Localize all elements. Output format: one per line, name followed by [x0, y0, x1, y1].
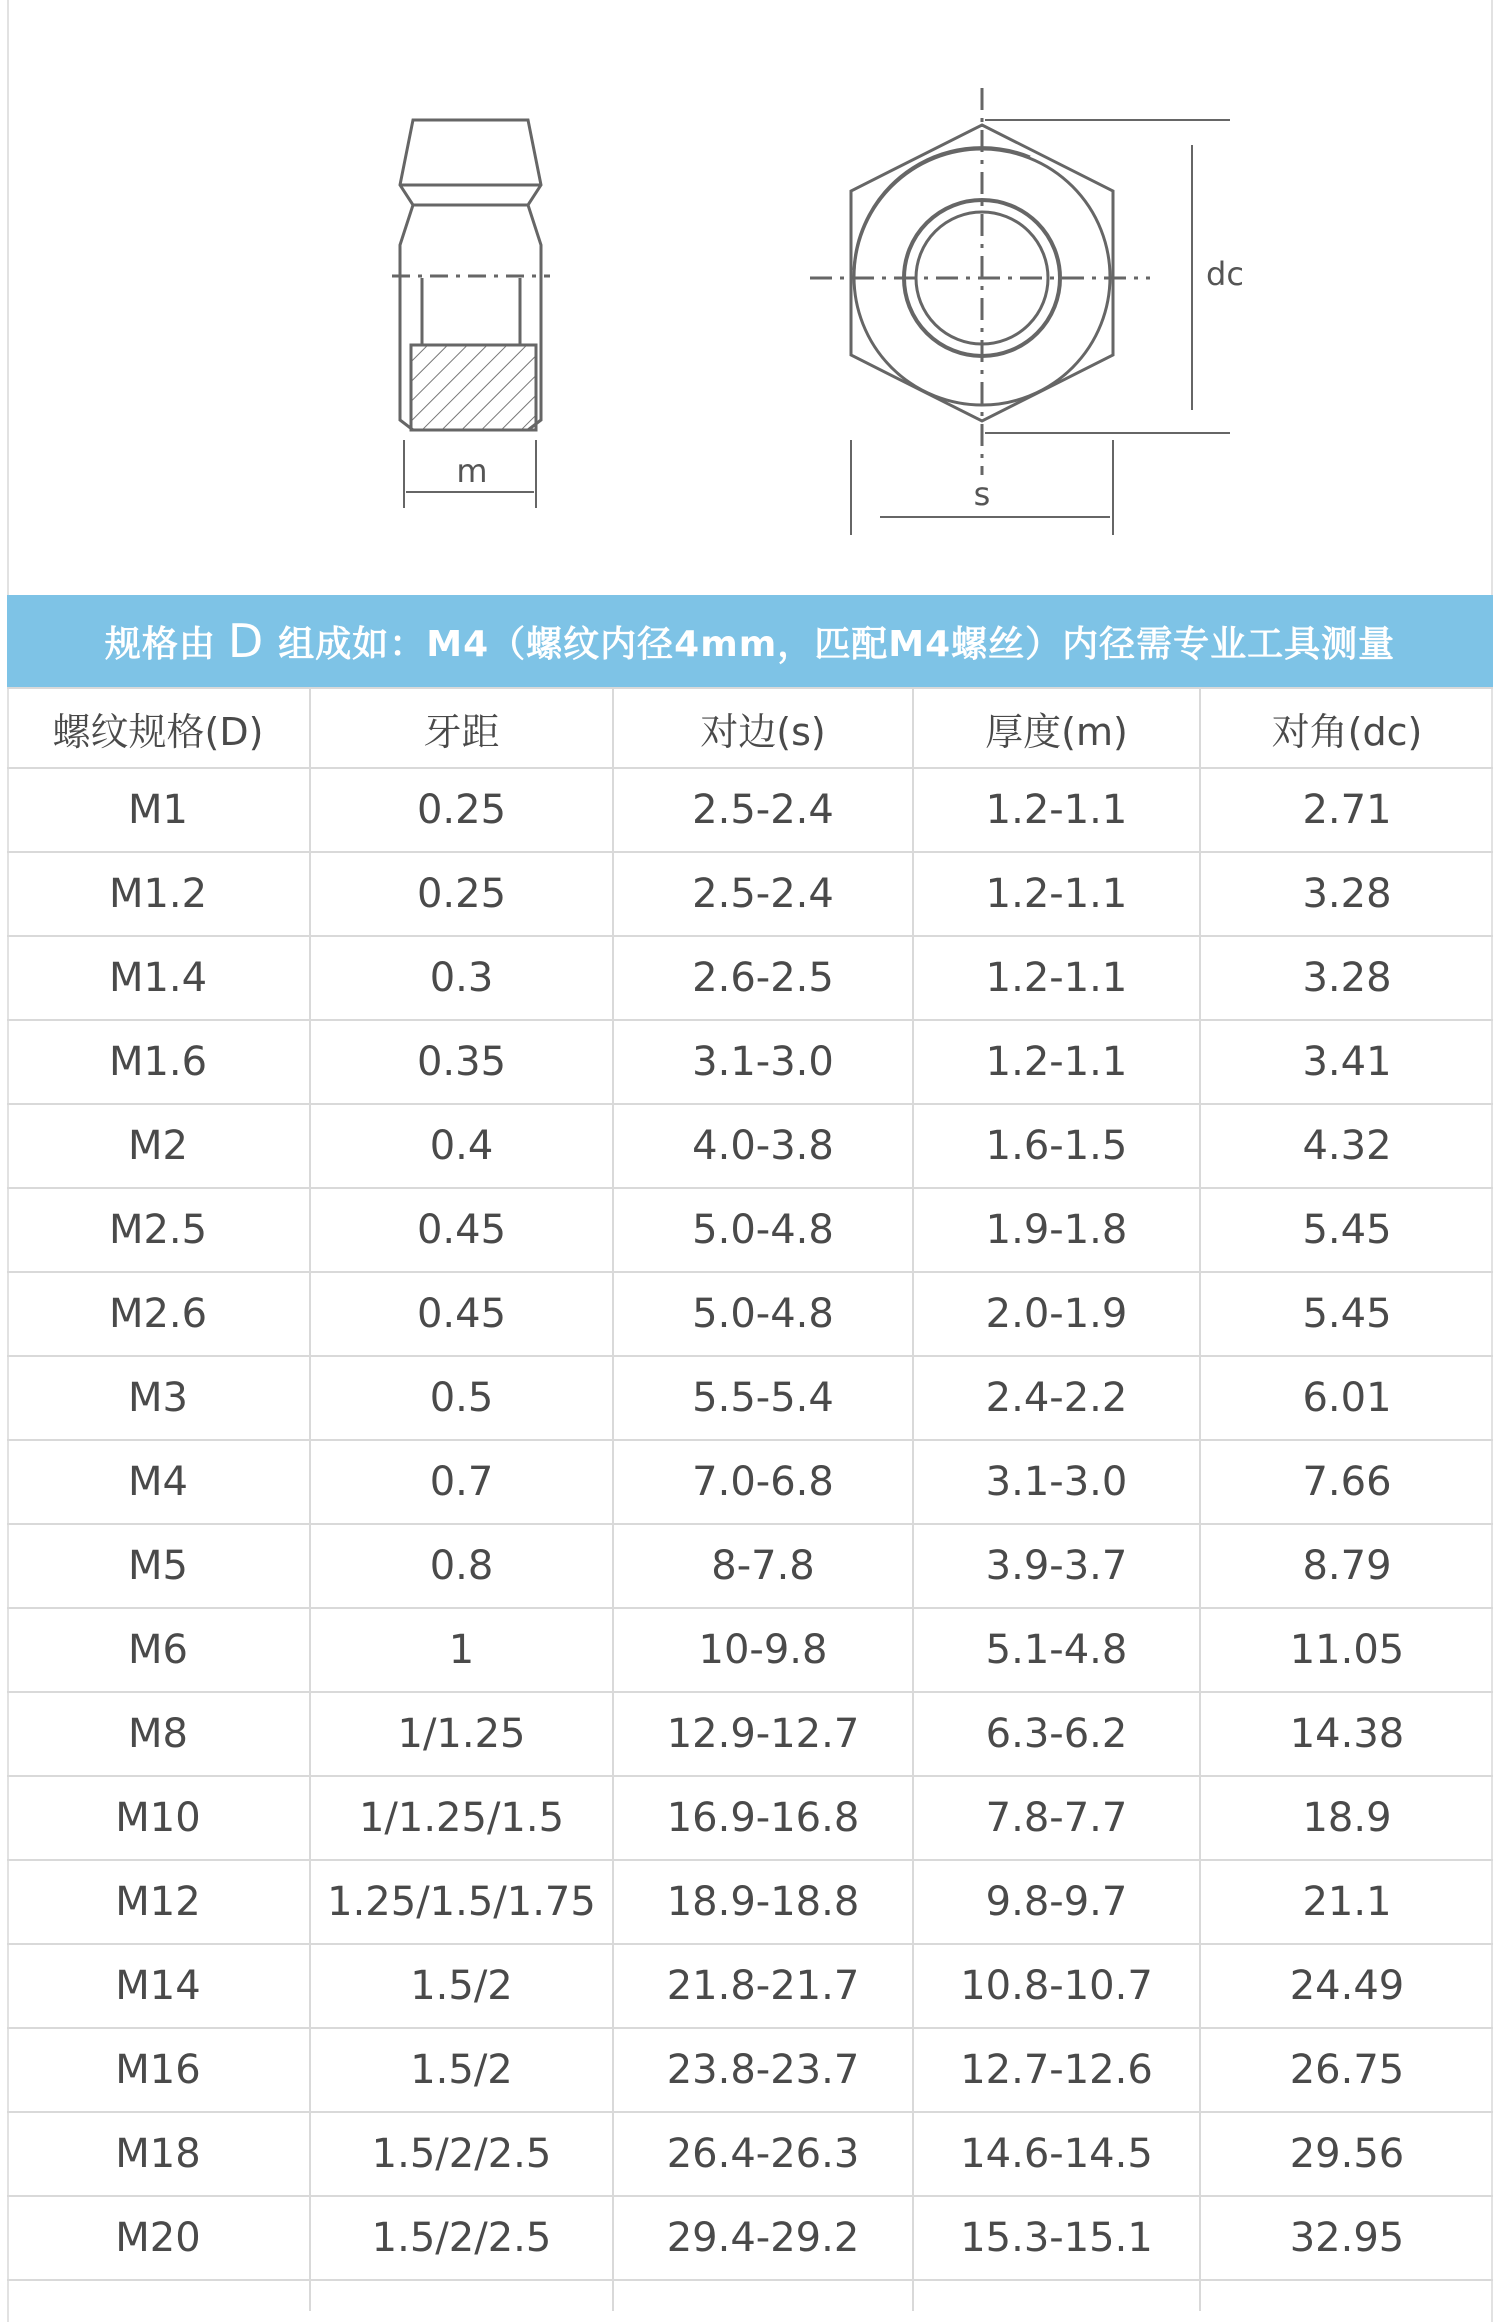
table-body [7, 768, 1493, 2311]
cell-width-across-corners: 14.38 [1200, 1692, 1493, 1776]
cell-thickness: 2.4-2.2 [913, 1356, 1200, 1440]
cell-pitch: 0.25 [310, 852, 613, 936]
cell-width-across-corners: 5.45 [1200, 1188, 1493, 1272]
cell-width-across-corners: 3.28 [1200, 936, 1493, 1020]
cell-thickness: 1.2-1.1 [913, 936, 1200, 1020]
cell-thread-spec: M4 [7, 1440, 310, 1524]
banner-prefix: 规格由 [104, 623, 216, 665]
cell-thread-spec: M10 [7, 1776, 310, 1860]
cell-thickness: 1.6-1.5 [913, 1104, 1200, 1188]
table-row [7, 2028, 1493, 2112]
cell-thickness: 7.8-7.7 [913, 1776, 1200, 1860]
cell-width-across-flats: 12.9-12.7 [613, 1692, 913, 1776]
cell-pitch: 1.25/1.5/1.75 [310, 1860, 613, 1944]
cell-pitch: 1/1.25 [310, 1692, 613, 1776]
cell-width-across-flats: 5.5-5.4 [613, 1356, 913, 1440]
cell-thickness: 15.3-15.1 [913, 2196, 1200, 2280]
cell-thickness: 1.2-1.1 [913, 1020, 1200, 1104]
cell-width-across-flats: 23.8-23.7 [613, 2028, 913, 2112]
cell-thickness: 5.1-4.8 [913, 1608, 1200, 1692]
cell-width-across-flats: 2.6-2.5 [613, 936, 913, 1020]
dimension-dc-label: dc [1206, 255, 1244, 293]
empty-cell [7, 2280, 310, 2311]
cell-width-across-corners: 21.1 [1200, 1860, 1493, 1944]
nut-front-view [810, 88, 1230, 535]
header-pitch: 牙距 [310, 688, 613, 768]
empty-cell [613, 2280, 913, 2311]
empty-cell [913, 2280, 1200, 2311]
cell-width-across-corners: 11.05 [1200, 1608, 1493, 1692]
cell-width-across-corners: 4.32 [1200, 1104, 1493, 1188]
cell-thread-spec: M14 [7, 1944, 310, 2028]
cell-thread-spec: M5 [7, 1524, 310, 1608]
table-row [7, 1608, 1493, 1692]
cell-thread-spec: M2.5 [7, 1188, 310, 1272]
cell-thickness: 1.9-1.8 [913, 1188, 1200, 1272]
cell-thread-spec: M2.6 [7, 1272, 310, 1356]
header-thread-spec: 螺纹规格(D) [7, 688, 310, 768]
cell-pitch: 0.35 [310, 1020, 613, 1104]
nut-drawing-svg [0, 0, 1500, 595]
cell-thread-spec: M3 [7, 1356, 310, 1440]
cell-width-across-flats: 2.5-2.4 [613, 768, 913, 852]
cell-width-across-corners: 7.66 [1200, 1440, 1493, 1524]
table-row [7, 1188, 1493, 1272]
cell-thread-spec: M1.6 [7, 1020, 310, 1104]
table-row [7, 1944, 1493, 2028]
cell-pitch: 0.3 [310, 936, 613, 1020]
cell-width-across-corners: 6.01 [1200, 1356, 1493, 1440]
cell-thickness: 14.6-14.5 [913, 2112, 1200, 2196]
table-row [7, 1860, 1493, 1944]
table-row [7, 1104, 1493, 1188]
cell-thickness: 12.7-12.6 [913, 2028, 1200, 2112]
cell-pitch: 0.4 [310, 1104, 613, 1188]
cell-thread-spec: M20 [7, 2196, 310, 2280]
cell-width-across-flats: 4.0-3.8 [613, 1104, 913, 1188]
cell-pitch: 0.8 [310, 1524, 613, 1608]
cell-thread-spec: M16 [7, 2028, 310, 2112]
cell-pitch: 1.5/2/2.5 [310, 2112, 613, 2196]
empty-cell [1200, 2280, 1493, 2311]
cell-width-across-corners: 29.56 [1200, 2112, 1493, 2196]
cell-thread-spec: M18 [7, 2112, 310, 2196]
header-thickness: 厚度(m) [913, 688, 1200, 768]
cell-pitch: 1.5/2 [310, 1944, 613, 2028]
cell-thickness: 2.0-1.9 [913, 1272, 1200, 1356]
cell-thickness: 1.2-1.1 [913, 852, 1200, 936]
cell-pitch: 0.25 [310, 768, 613, 852]
cell-pitch: 1.5/2/2.5 [310, 2196, 613, 2280]
table-row [7, 1440, 1493, 1524]
nut-technical-drawing [0, 0, 1500, 595]
table-row [7, 852, 1493, 936]
cell-thickness: 3.9-3.7 [913, 1524, 1200, 1608]
cell-pitch: 0.45 [310, 1272, 613, 1356]
cell-thread-spec: M8 [7, 1692, 310, 1776]
cell-thickness: 6.3-6.2 [913, 1692, 1200, 1776]
cell-width-across-corners: 3.28 [1200, 852, 1493, 936]
cell-width-across-flats: 18.9-18.8 [613, 1860, 913, 1944]
cell-width-across-corners: 2.71 [1200, 768, 1493, 852]
cell-pitch: 1/1.25/1.5 [310, 1776, 613, 1860]
nut-spec-table [7, 687, 1493, 2311]
cell-thickness: 9.8-9.7 [913, 1860, 1200, 1944]
banner-suffix: 组成如：M4（螺纹内径4mm，匹配M4螺丝）内径需专业工具测量 [278, 623, 1396, 665]
cell-width-across-flats: 26.4-26.3 [613, 2112, 913, 2196]
cell-thickness: 10.8-10.7 [913, 1944, 1200, 2028]
cell-width-across-flats: 5.0-4.8 [613, 1188, 913, 1272]
table-row [7, 1776, 1493, 1860]
table-row [7, 1524, 1493, 1608]
cell-thread-spec: M2 [7, 1104, 310, 1188]
table-header-row [7, 688, 1493, 768]
cell-width-across-flats: 8-7.8 [613, 1524, 913, 1608]
table-row [7, 1356, 1493, 1440]
cell-pitch: 0.45 [310, 1188, 613, 1272]
banner-letter: D [227, 614, 265, 668]
cell-width-across-corners: 8.79 [1200, 1524, 1493, 1608]
dimension-s-label: s [973, 475, 991, 513]
table-row [7, 936, 1493, 1020]
cell-thread-spec: M6 [7, 1608, 310, 1692]
cell-pitch: 0.7 [310, 1440, 613, 1524]
cell-pitch: 0.5 [310, 1356, 613, 1440]
cell-width-across-flats: 10-9.8 [613, 1608, 913, 1692]
header-width-across-flats: 对边(s) [613, 688, 913, 768]
spec-note-banner [7, 595, 1493, 687]
cell-thread-spec: M1.4 [7, 936, 310, 1020]
cell-width-across-flats: 16.9-16.8 [613, 1776, 913, 1860]
nut-side-view [392, 120, 550, 508]
table-row-cut-off [7, 2280, 1493, 2311]
cell-width-across-corners: 18.9 [1200, 1776, 1493, 1860]
cell-width-across-corners: 3.41 [1200, 1020, 1493, 1104]
table-row [7, 1692, 1493, 1776]
cell-width-across-flats: 3.1-3.0 [613, 1020, 913, 1104]
cell-thread-spec: M1.2 [7, 852, 310, 936]
table-row [7, 2112, 1493, 2196]
table-row [7, 1272, 1493, 1356]
cell-pitch: 1.5/2 [310, 2028, 613, 2112]
cell-width-across-flats: 21.8-21.7 [613, 1944, 913, 2028]
cell-width-across-flats: 29.4-29.2 [613, 2196, 913, 2280]
cell-width-across-flats: 7.0-6.8 [613, 1440, 913, 1524]
header-width-across-corners: 对角(dc) [1200, 688, 1493, 768]
cell-pitch: 1 [310, 1608, 613, 1692]
table-row [7, 2196, 1493, 2280]
table-row [7, 1020, 1493, 1104]
cell-thread-spec: M1 [7, 768, 310, 852]
cell-width-across-flats: 5.0-4.8 [613, 1272, 913, 1356]
empty-cell [310, 2280, 613, 2311]
cell-thread-spec: M12 [7, 1860, 310, 1944]
cell-width-across-flats: 2.5-2.4 [613, 852, 913, 936]
cell-thickness: 3.1-3.0 [913, 1440, 1200, 1524]
dimension-m-label: m [456, 452, 488, 490]
table-row [7, 768, 1493, 852]
cell-thickness: 1.2-1.1 [913, 768, 1200, 852]
cell-width-across-corners: 32.95 [1200, 2196, 1493, 2280]
cell-width-across-corners: 5.45 [1200, 1272, 1493, 1356]
cell-width-across-corners: 24.49 [1200, 1944, 1493, 2028]
cell-width-across-corners: 26.75 [1200, 2028, 1493, 2112]
